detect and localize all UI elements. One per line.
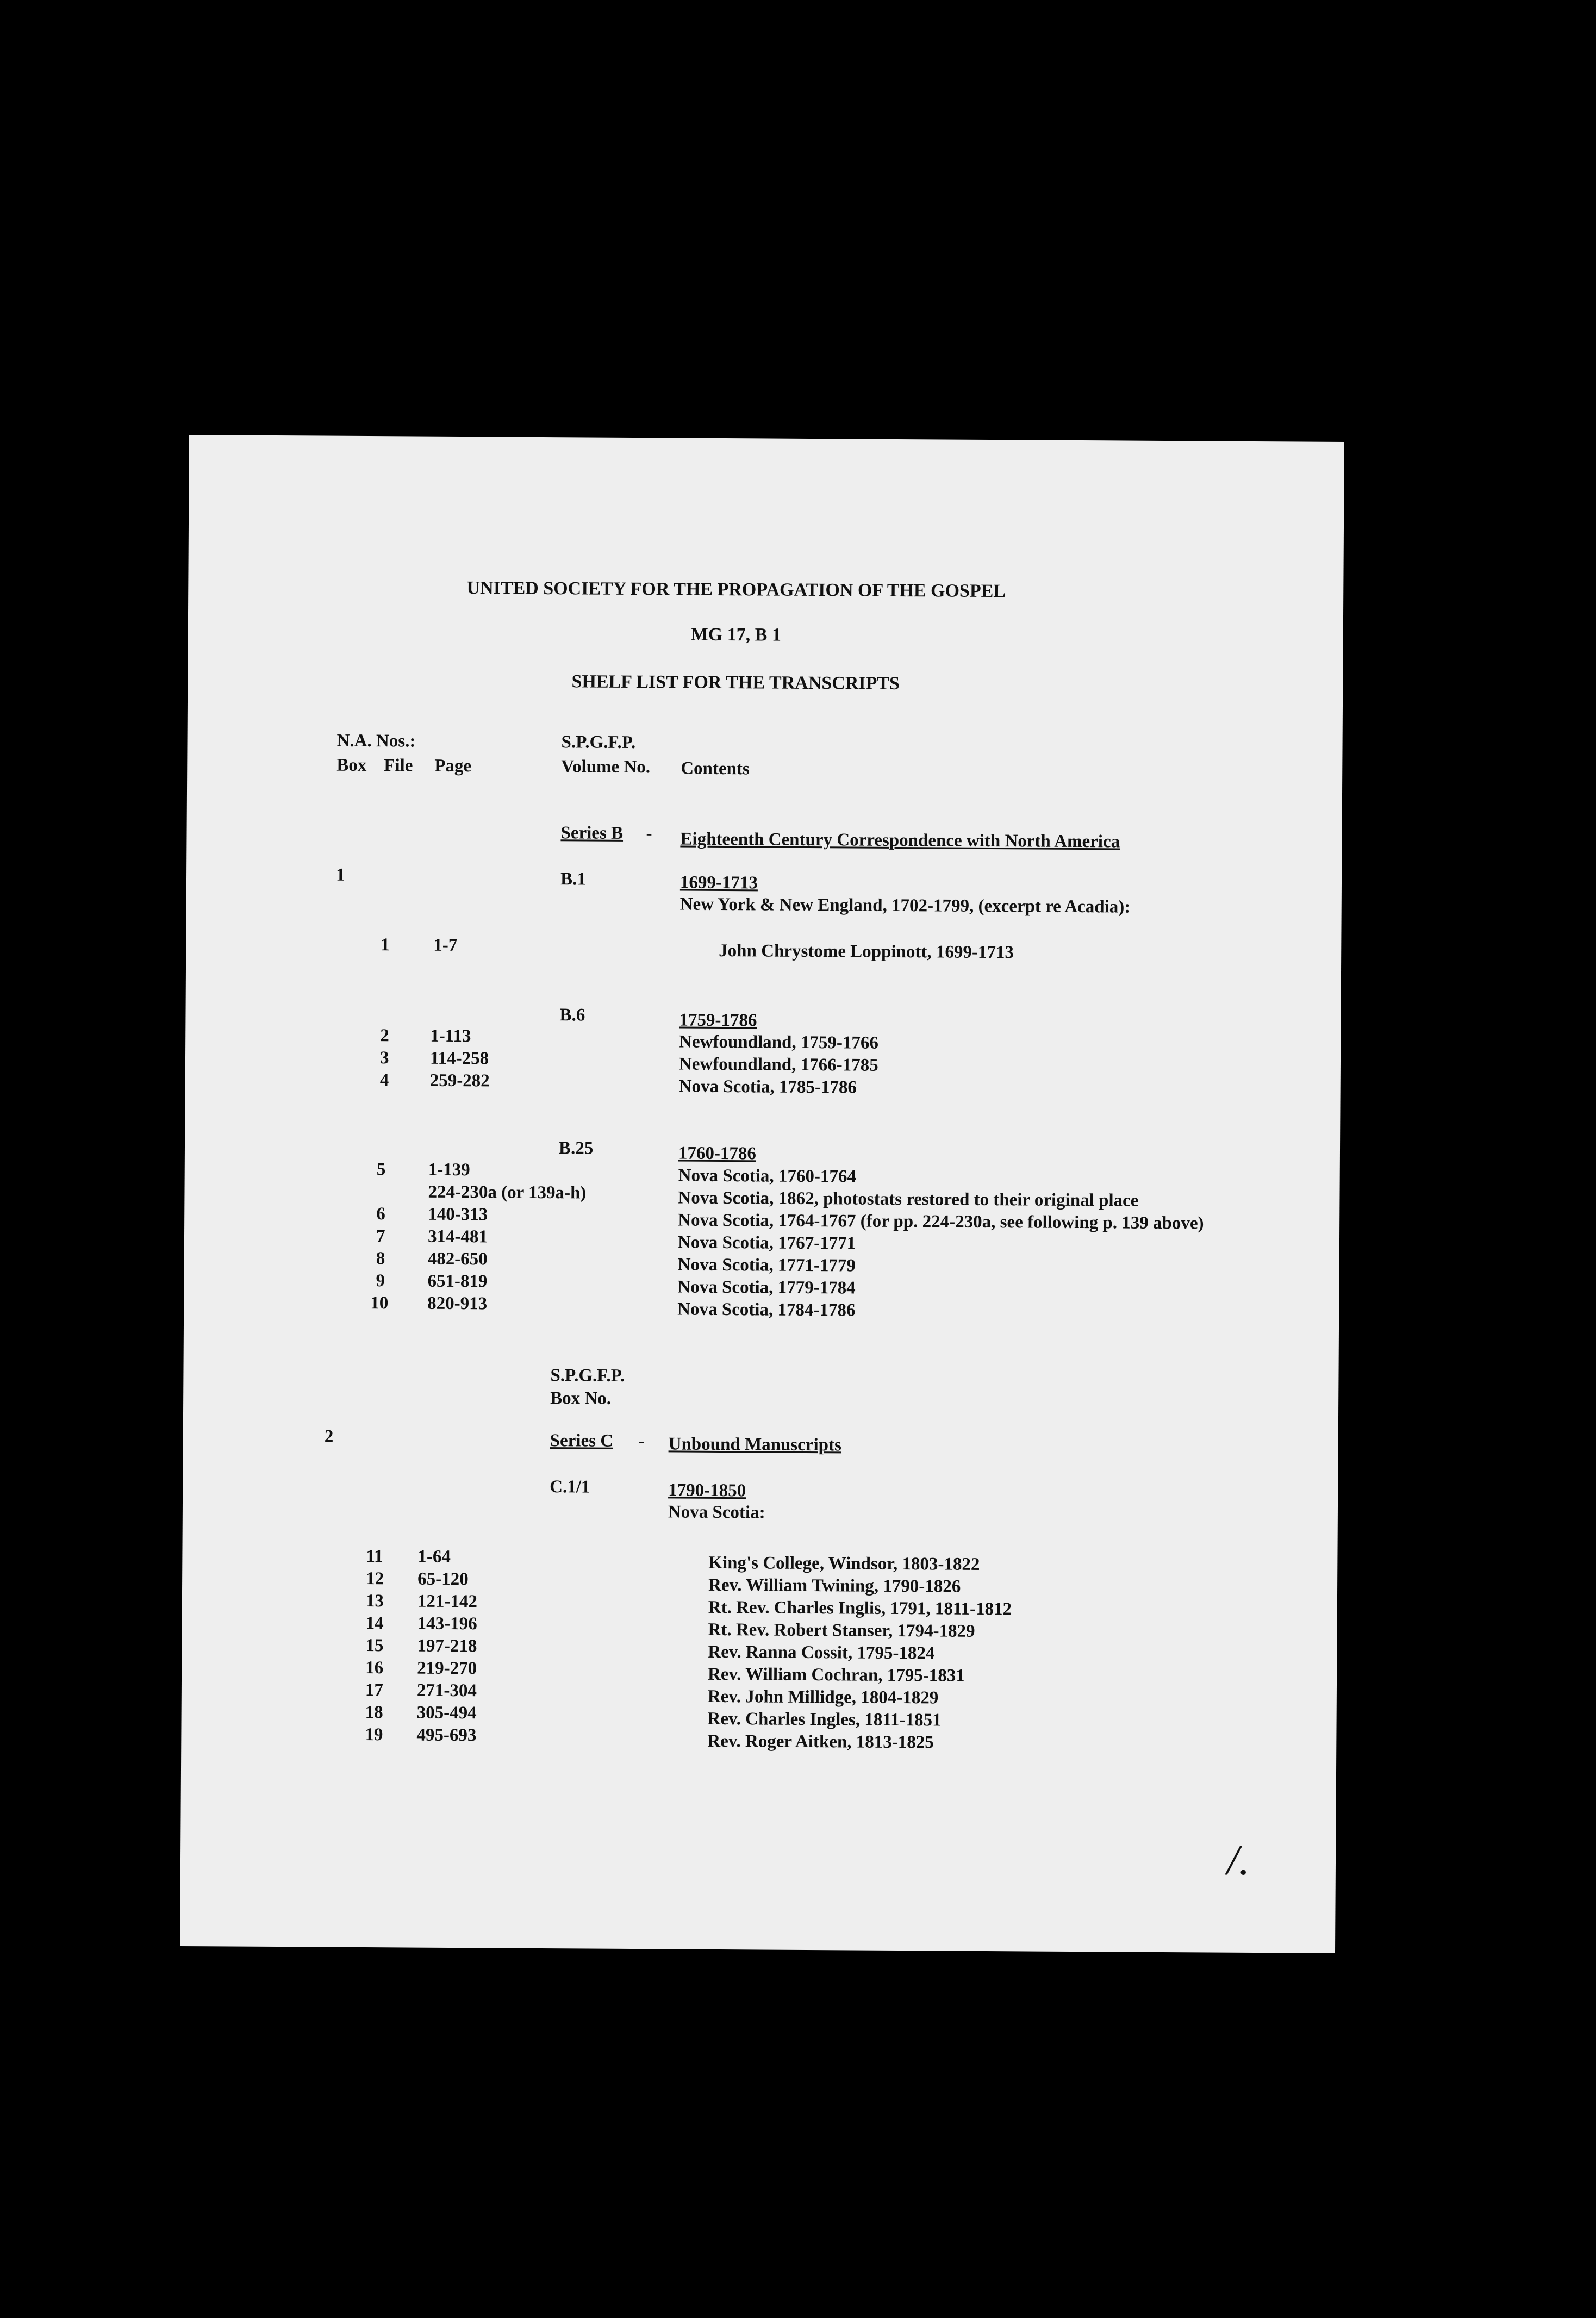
page-range: 259-282: [429, 1070, 490, 1091]
document-subtitle: SHELF LIST FOR THE TRANSCRIPTS: [571, 671, 900, 694]
content-entry: Nova Scotia, 1771-1779: [677, 1255, 856, 1276]
page-range: 271-304: [416, 1680, 477, 1701]
volume-id: B.1: [560, 869, 586, 889]
content-entry: Newfoundland, 1766-1785: [678, 1054, 878, 1075]
content-entry: Newfoundland, 1759-1766: [679, 1032, 879, 1053]
content-entry: Rev. John Millidge, 1804-1829: [707, 1686, 939, 1708]
content-entry: Nova Scotia, 1779-1784: [677, 1277, 856, 1298]
page-column-heading: Page: [434, 756, 472, 776]
page-range: 305-494: [416, 1703, 477, 1723]
page-range: 224-230a (or 139a-h): [428, 1182, 587, 1203]
content-entry: Nova Scotia, 1784-1786: [677, 1299, 856, 1320]
page-range: 314-481: [427, 1226, 488, 1247]
file-column-heading: File: [384, 756, 413, 776]
file-number: 8: [376, 1249, 385, 1269]
contents-heading: Contents: [681, 758, 750, 779]
spgfp-heading: S.P.G.F.P.: [550, 1366, 625, 1386]
file-number: 19: [365, 1725, 383, 1745]
box-number: 2: [324, 1426, 334, 1447]
file-number: 13: [365, 1591, 384, 1611]
content-entry: Nova Scotia, 1767-1771: [677, 1232, 856, 1254]
series-c-title: Unbound Manuscripts: [668, 1434, 841, 1455]
page-range: 219-270: [417, 1658, 477, 1679]
series-c-label: Series C: [550, 1431, 614, 1451]
file-number: 6: [376, 1204, 385, 1224]
page-range: 482-650: [427, 1249, 488, 1269]
file-number: 9: [376, 1271, 385, 1291]
box-no-heading: Box No.: [550, 1388, 612, 1409]
page-range: 1-64: [417, 1547, 451, 1567]
volume-description: Nova Scotia:: [668, 1502, 765, 1523]
series-b-title: Eighteenth Century Correspondence with North America: [680, 829, 1120, 852]
series-b-dash: -: [646, 824, 652, 844]
content-entry: Nova Scotia, 1785-1786: [678, 1076, 857, 1098]
file-number: 2: [380, 1026, 389, 1046]
content-entry: John Chrystome Loppinott, 1699-1713: [719, 940, 1014, 963]
volume-id: C.1/1: [550, 1477, 590, 1497]
document-title: UNITED SOCIETY FOR THE PROPAGATION OF THE GOSPEL: [466, 578, 1006, 602]
content-entry: Rev. William Cochran, 1795-1831: [707, 1664, 965, 1686]
page-range: 121-142: [417, 1591, 478, 1612]
spgfp-heading: S.P.G.F.P.: [561, 732, 636, 753]
content-entry: Nova Scotia, 1862, photostats restored to their original place: [678, 1188, 1139, 1211]
page-range: 114-258: [429, 1048, 489, 1069]
content-entry: King's College, Windsor, 1803-1822: [708, 1553, 980, 1574]
content-entry: Rev. Roger Aitken, 1813-1825: [707, 1731, 934, 1753]
page-range: 1-113: [430, 1026, 471, 1046]
document-reference: MG 17, B 1: [690, 624, 781, 645]
content-entry: Rt. Rev. Robert Stanser, 1794-1829: [708, 1619, 975, 1641]
file-number: 4: [379, 1070, 389, 1091]
file-number: 18: [365, 1703, 383, 1723]
volume-id: B.6: [559, 1005, 585, 1025]
file-number: 5: [376, 1160, 386, 1180]
file-number: 15: [365, 1636, 384, 1656]
box-column-heading: Box: [336, 755, 367, 776]
series-c-dash: -: [638, 1431, 645, 1451]
content-entry: Rev. William Twining, 1790-1826: [708, 1575, 961, 1597]
volume-description: New York & New England, 1702-1799, (excerpt re Acadia):: [679, 894, 1131, 917]
file-number: 10: [370, 1293, 389, 1313]
page-number-mark: /.: [1226, 1836, 1250, 1884]
volume-years: 1790-1850: [668, 1480, 746, 1501]
page-range: 495-693: [416, 1725, 477, 1746]
box-number: 1: [335, 865, 345, 885]
file-number: 14: [365, 1613, 384, 1634]
file-number: 11: [366, 1547, 383, 1567]
file-number: 3: [379, 1048, 389, 1068]
file-number: 1: [381, 935, 390, 955]
volume-id: B.25: [558, 1138, 594, 1158]
page-range: 140-313: [428, 1204, 488, 1225]
volume-years: 1699-1713: [679, 873, 758, 893]
series-b-label: Series B: [560, 823, 624, 843]
page-range: 1-7: [433, 935, 458, 956]
volume-years: 1759-1786: [679, 1010, 757, 1031]
content-entry: Nova Scotia, 1760-1764: [678, 1166, 857, 1187]
volume-no-heading: Volume No.: [561, 757, 651, 777]
file-number: 12: [366, 1569, 384, 1589]
volume-years: 1760-1786: [678, 1143, 757, 1164]
page-range: 1-139: [428, 1160, 470, 1180]
file-number: 7: [376, 1226, 385, 1247]
content-entry: Rev. Charles Ingles, 1811-1851: [707, 1709, 942, 1730]
na-nos-heading: N.A. Nos.:: [336, 731, 416, 751]
content-entry: Nova Scotia, 1764-1767 (for pp. 224-230a, see following p. 139 above): [678, 1210, 1204, 1233]
file-number: 16: [365, 1658, 384, 1678]
content-entry: Rt. Rev. Charles Inglis, 1791, 1811-1812: [708, 1597, 1012, 1619]
page-range: 143-196: [417, 1613, 477, 1634]
file-number: 17: [365, 1680, 384, 1700]
content-entry: Rev. Ranna Cossit, 1795-1824: [708, 1642, 935, 1663]
document-page: [180, 435, 1344, 1953]
page-range: 197-218: [417, 1636, 477, 1656]
page-range: 651-819: [427, 1271, 488, 1292]
page-range: 65-120: [417, 1569, 469, 1590]
page-range: 820-913: [427, 1293, 488, 1314]
